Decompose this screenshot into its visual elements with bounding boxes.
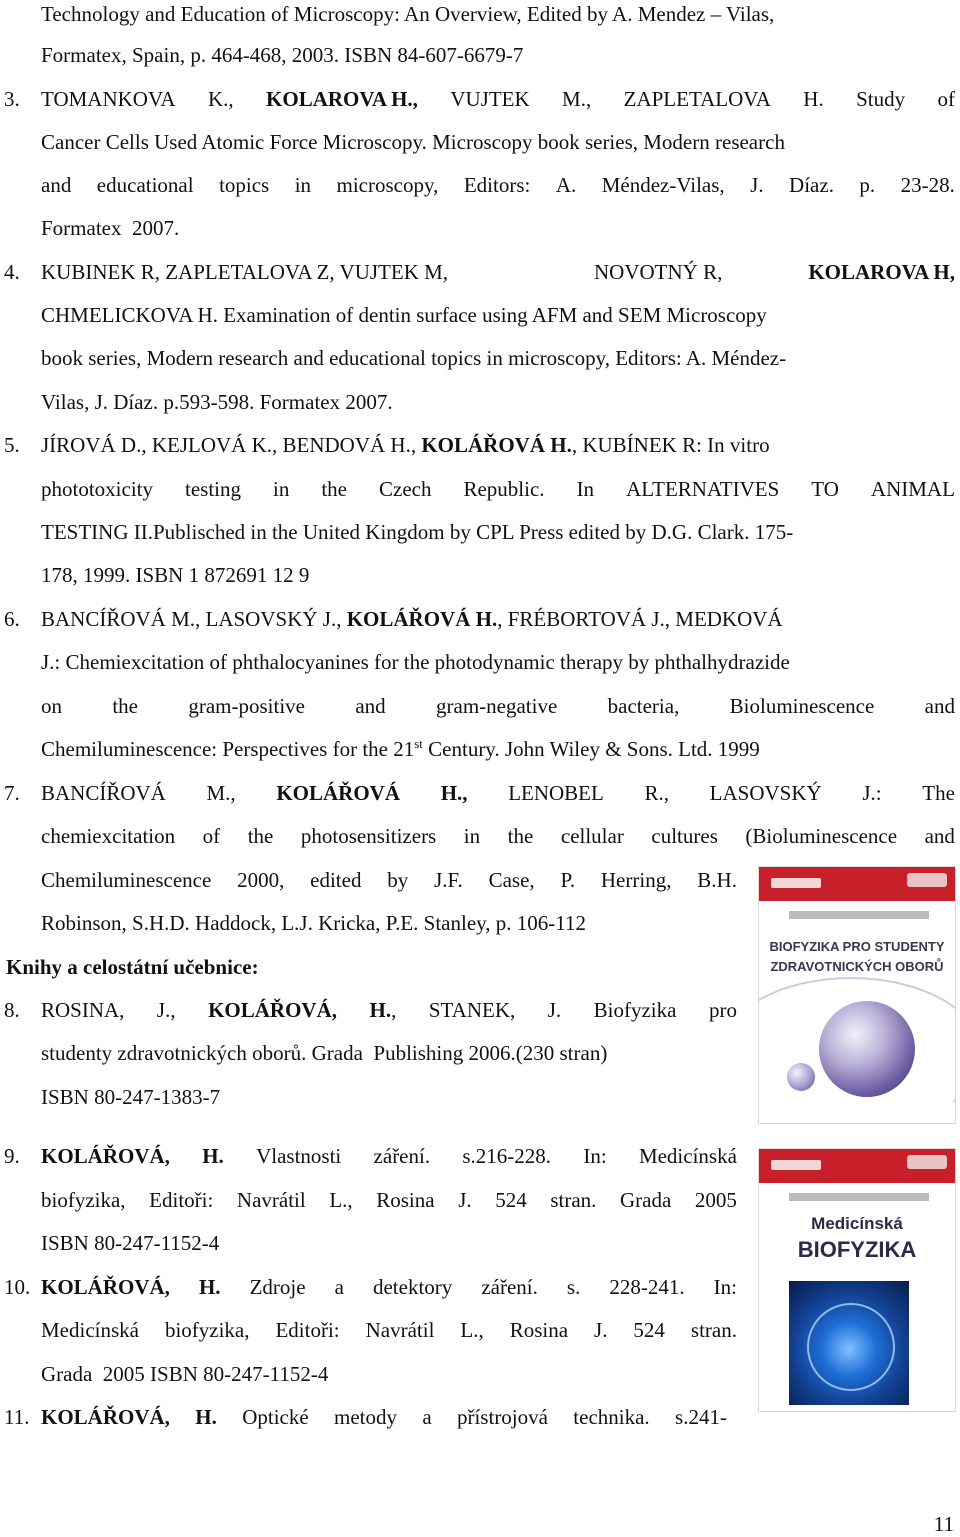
publisher-logo-icon (771, 1160, 821, 1170)
ref-9-line-2: biofyzika, Editoři: Navrátil L., Rosina J. 524 stran. Grada 2005 (41, 1188, 737, 1212)
ref-3-line-2: Cancer Cells Used Atomic Force Microscopy. Microscopy book series, Modern research (41, 130, 785, 154)
ref-7-line-4: Robinson, S.H.D. Haddock, L.J. Kricka, P.E. Stanley, p. 106-112 (41, 911, 586, 935)
ref-5-line-3: TESTING II.Publisched in the United Kingdom by CPL Press edited by D.G. Clark. 175- (41, 520, 794, 544)
cover-ring-decoration (807, 1303, 895, 1391)
cover-title: BIOFYZIKA PRO STUDENTY ZDRAVOTNICKÝCH OBORŮ (769, 939, 945, 974)
cover-small-sphere-icon (787, 1063, 815, 1091)
ref-11-line-1: KOLÁŘOVÁ, H. Optické metody a přístrojová technika. s.241- (41, 1405, 727, 1429)
book-cover-medicinska-biofyzika (758, 1148, 956, 1412)
cover-tag-icon (907, 1155, 947, 1169)
ref-6-line-1: BANCÍŘOVÁ M., LASOVSKÝ J., KOLÁŘOVÁ H., FRÉBORTOVÁ J., MEDKOVÁ (41, 607, 783, 631)
cover-title: Medicínská BIOFYZIKA (797, 1214, 917, 1262)
ref-5-number: 5. (4, 433, 20, 457)
cover-sphere-icon (819, 1001, 915, 1097)
ref-8-number: 8. (4, 998, 20, 1022)
ref-4-number: 4. (4, 260, 20, 284)
cover-authors-bar (789, 911, 929, 919)
cover-authors-bar (789, 1193, 929, 1201)
ref-10-line-2: Medicínská biofyzika, Editoři: Navrátil L., Rosina J. 524 stran. (41, 1318, 737, 1342)
ref-3-line-3: and educational topics in microscopy, Editors: A. Méndez-Vilas, J. Díaz. p. 23-28. (41, 173, 955, 197)
section-heading: Knihy a celostátní učebnice: (6, 955, 259, 979)
cover-tag-icon (907, 873, 947, 887)
ref-6-line-3: on the gram-positive and gram-negative bacteria, Bioluminescence and (41, 694, 955, 718)
ref-7-line-1: BANCÍŘOVÁ M., KOLÁŘOVÁ H., LENOBEL R., LASOVSKÝ J.: The (41, 781, 955, 805)
ref-10-line-1: KOLÁŘOVÁ, H. Zdroje a detektory záření. s. 228-241. In: (41, 1275, 737, 1299)
ref-8-line-3: ISBN 80-247-1383-7 (41, 1085, 221, 1109)
ref-7-line-3: Chemiluminescence 2000, edited by J.F. Case, P. Herring, B.H. (41, 868, 737, 892)
ref-9-line-1: KOLÁŘOVÁ, H. Vlastnosti záření. s.216-228. In: Medicínská (41, 1144, 737, 1168)
ref-4-line-2: CHMELICKOVA H. Examination of dentin surface using AFM and SEM Microscopy (41, 303, 767, 327)
ref-10-number: 10. (4, 1275, 31, 1299)
ref-4-line-4: Vilas, J. Díaz. p.593-598. Formatex 2007. (41, 390, 393, 414)
cover-publisher-band (759, 1149, 955, 1183)
ref-5-line-2: phototoxicity testing in the Czech Republic. In ALTERNATIVES TO ANIMAL (41, 477, 955, 501)
ref-3-number: 3. (4, 87, 20, 111)
ref-3-line-4: Formatex 2007. (41, 216, 180, 240)
ref-7-number: 7. (4, 781, 20, 805)
ref-3-line-1: TOMANKOVA K., KOLAROVA H., VUJTEK M., ZAPLETALOVA H. Study of (41, 87, 955, 111)
ref-9-number: 9. (4, 1144, 20, 1168)
ref-5-line-4: 178, 1999. ISBN 1 872691 12 9 (41, 563, 310, 587)
page-number: 11 (933, 1512, 954, 1536)
ref-2-line-1: Technology and Education of Microscopy: An Overview, Edited by A. Mendez – Vilas, (41, 2, 775, 26)
ref-10-line-3: Grada 2005 ISBN 80-247-1152-4 (41, 1362, 329, 1386)
ref-6-line-4: Chemiluminescence: Perspectives for the 21st Century. John Wiley & Sons. Ltd. 1999 (41, 736, 760, 761)
ref-5-line-1: JÍROVÁ D., KEJLOVÁ K., BENDOVÁ H., KOLÁŘOVÁ H., KUBÍNEK R: In vitro (41, 433, 770, 457)
cover-illustration (789, 1281, 909, 1405)
ref-6-number: 6. (4, 607, 20, 631)
ref-11-number: 11. (4, 1405, 30, 1429)
ref-7-line-2: chemiexcitation of the photosensitizers in the cellular cultures (Bioluminescence and (41, 824, 955, 848)
ref-9-line-3: ISBN 80-247-1152-4 (41, 1231, 220, 1255)
cover-publisher-band (759, 867, 955, 901)
ref-2-line-2: Formatex, Spain, p. 464-468, 2003. ISBN 84-607-6679-7 (41, 43, 524, 67)
ref-8-line-1: ROSINA, J., KOLÁŘOVÁ, H., STANEK, J. Biofyzika pro (41, 998, 737, 1022)
ref-8-line-2: studenty zdravotnických oborů. Grada Publishing 2006.(230 stran) (41, 1041, 608, 1065)
publisher-logo-icon (771, 878, 821, 888)
ref-4-line-3: book series, Modern research and educational topics in microscopy, Editors: A. Méndez- (41, 346, 787, 370)
book-cover-biofyzika-pro-studenty (758, 866, 956, 1124)
ref-4-line-1: KUBINEK R, ZAPLETALOVA Z, VUJTEK M, NOVOTNÝ R, KOLAROVA H, (41, 260, 955, 284)
ref-6-line-2: J.: Chemiexcitation of phthalocyanines for the photodynamic therapy by phthalhydrazide (41, 650, 790, 674)
